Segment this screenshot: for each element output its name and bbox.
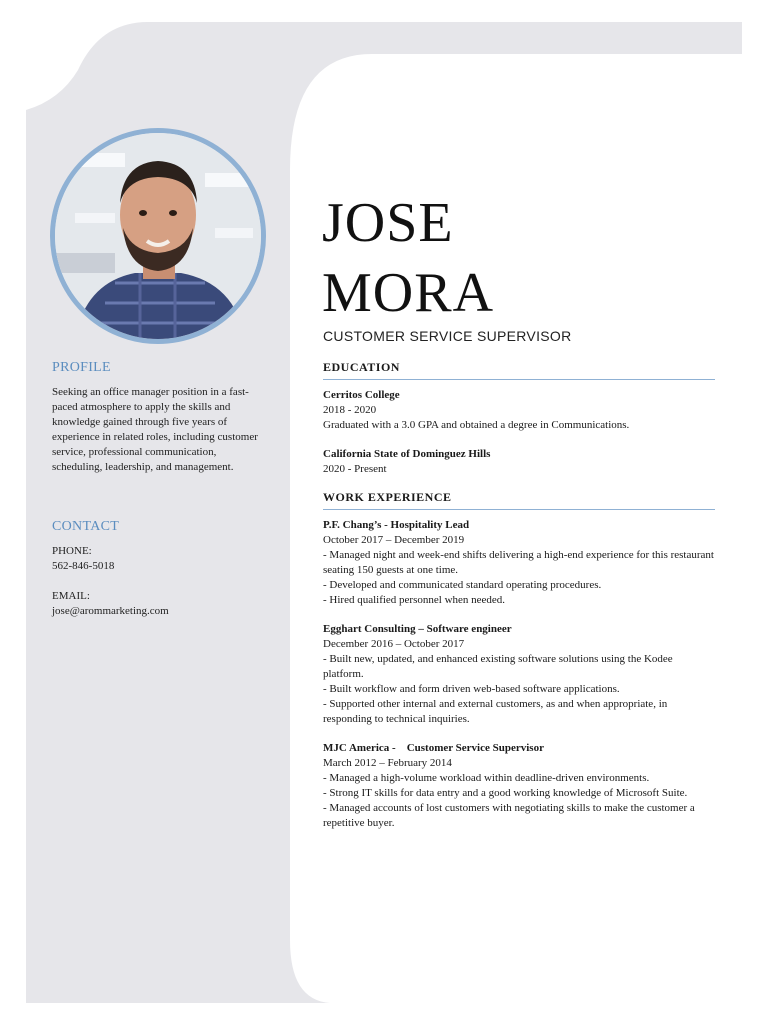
education-entry — [323, 447, 715, 477]
education-entry — [323, 388, 715, 433]
email-value: jose@arommarketing.com — [52, 605, 169, 617]
education-detail: Graduated with a 3.0 GPA and obtained a degree in Communications. — [323, 419, 630, 431]
profile-photo — [50, 128, 266, 344]
job-entry — [323, 518, 715, 608]
education-dates: 2020 - Present — [323, 463, 387, 475]
person-portrait-icon — [55, 133, 261, 339]
job-dates: December 2016 – October 2017 — [323, 638, 465, 650]
job-title-line: Egghart Consulting – Software engineer — [323, 623, 512, 635]
job-bullet: - Developed and communicated standard operating procedures. — [323, 579, 602, 591]
job-bullet: - Managed a high-volume workload within deadline-driven environments. — [323, 772, 650, 784]
education-section — [323, 360, 715, 491]
first-name: JOSE — [322, 192, 454, 254]
education-heading: EDUCATION — [323, 360, 715, 380]
job-title-line: P.F. Chang’s - Hospitality Lead — [323, 519, 470, 531]
work-section — [323, 490, 715, 845]
job-dates: March 2012 – February 2014 — [323, 757, 452, 769]
job-bullet: - Built new, updated, and enhanced existing software solutions using the Kodee platform. — [323, 653, 673, 680]
job-bullet: - Built workflow and form driven web-based software applications. — [323, 683, 620, 695]
profile-text: Seeking an office manager position in a fast-paced atmosphere to apply the skills and knowledge gained through five years of experience in related roles, including customer service, professional communication, scheduling, leadership, and management. — [52, 386, 258, 473]
candidate-name — [322, 188, 494, 328]
profile-heading: PROFILE — [52, 360, 111, 375]
phone-value: 562-846-5018 — [52, 560, 115, 572]
contact-block — [52, 544, 267, 619]
contact-heading: CONTACT — [52, 519, 120, 534]
job-dates: October 2017 – December 2019 — [323, 534, 465, 546]
job-title-line: MJC America - Customer Service Supervisor — [323, 742, 544, 754]
job-entry — [323, 741, 715, 831]
job-entry — [323, 622, 715, 727]
job-bullet: - Managed accounts of lost customers with negotiating skills to make the customer a repetitive buyer. — [323, 802, 695, 829]
job-bullet: - Managed night and week-end shifts delivering a high-end experience for this restaurant seating 150 guests at one time. — [323, 549, 714, 576]
education-dates: 2018 - 2020 — [323, 404, 377, 416]
job-title: CUSTOMER SERVICE SUPERVISOR — [323, 328, 572, 344]
school-name: California State of Dominguez Hills — [323, 448, 491, 460]
last-name: MORA — [322, 262, 495, 324]
school-name: Cerritos College — [323, 389, 400, 401]
job-bullet: - Strong IT skills for data entry and a good working knowledge of Microsoft Suite. — [323, 787, 688, 799]
job-bullet: - Supported other internal and external customers, as and when appropriate, in responding to technical inquiries. — [323, 698, 668, 725]
job-bullet: - Hired qualified personnel when needed. — [323, 594, 506, 606]
work-heading: WORK EXPERIENCE — [323, 490, 715, 510]
phone-label: PHONE: — [52, 545, 92, 557]
email-label: EMAIL: — [52, 590, 90, 602]
